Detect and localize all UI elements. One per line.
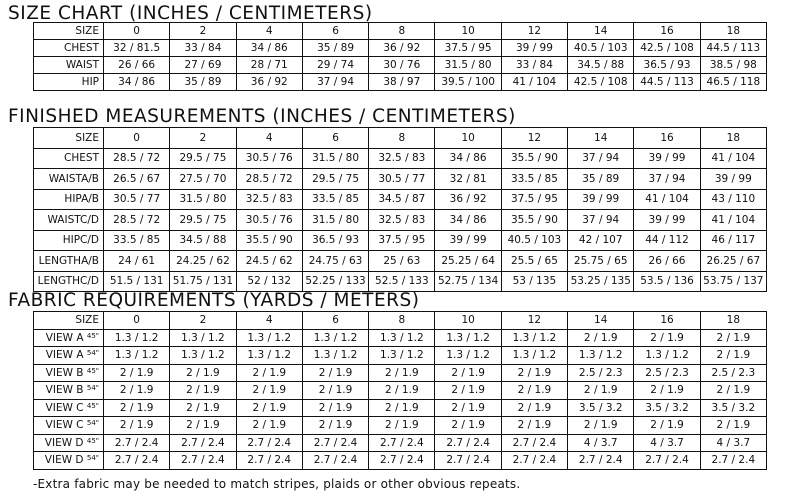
- row-label: VIEW C: [45, 401, 84, 414]
- value-cell: 2 / 1.9: [568, 382, 634, 400]
- value-cell: 2.7 / 2.4: [302, 452, 368, 470]
- size-column-header: 4: [236, 128, 302, 149]
- value-cell: 2 / 1.9: [700, 347, 766, 365]
- value-cell: 37.5 / 95: [435, 40, 501, 57]
- value-cell: 41 / 104: [700, 210, 766, 231]
- size-column-header: 14: [568, 312, 634, 330]
- value-cell: 2 / 1.9: [568, 329, 634, 347]
- value-cell: 2 / 1.9: [170, 364, 236, 382]
- value-cell: 2 / 1.9: [700, 329, 766, 347]
- value-cell: 37.5 / 95: [369, 230, 435, 251]
- value-cell: 2 / 1.9: [369, 417, 435, 435]
- row-label: VIEW B: [45, 384, 84, 397]
- table-row: [34, 329, 767, 347]
- size-column-header: 4: [236, 312, 302, 330]
- table-row: [34, 364, 767, 382]
- value-cell: 2 / 1.9: [435, 382, 501, 400]
- size-column-header: 16: [634, 312, 700, 330]
- value-cell: 1.3 / 1.2: [435, 329, 501, 347]
- value-cell: 2.7 / 2.4: [369, 434, 435, 452]
- value-cell: 2.7 / 2.4: [501, 452, 567, 470]
- value-cell: 2 / 1.9: [700, 382, 766, 400]
- fabric-width-label: 54": [86, 384, 99, 393]
- value-cell: 28.5 / 72: [104, 148, 170, 169]
- value-cell: 33.5 / 85: [501, 169, 567, 190]
- size-column-header: 8: [369, 312, 435, 330]
- fabric-width-label: 45": [86, 436, 99, 445]
- value-cell: 26 / 66: [104, 57, 170, 74]
- value-cell: 2 / 1.9: [302, 382, 368, 400]
- fabric-requirements-table: [33, 311, 767, 470]
- value-cell: 35 / 89: [568, 169, 634, 190]
- value-cell: 43 / 110: [700, 189, 766, 210]
- value-cell: 2 / 1.9: [302, 399, 368, 417]
- value-cell: 1.3 / 1.2: [568, 347, 634, 365]
- value-cell: 2 / 1.9: [302, 417, 368, 435]
- value-cell: 24 / 61: [104, 251, 170, 272]
- row-label-cell: [34, 40, 104, 57]
- row-label-cell: [34, 251, 104, 272]
- value-cell: 32 / 81.5: [104, 40, 170, 57]
- value-cell: 42 / 107: [568, 230, 634, 251]
- value-cell: 53.5 / 136: [634, 271, 700, 292]
- value-cell: 2.7 / 2.4: [302, 434, 368, 452]
- value-cell: 29.5 / 75: [170, 148, 236, 169]
- row-label: VIEW B: [45, 366, 84, 379]
- table-row: [34, 40, 767, 57]
- row-label-cell: [34, 347, 104, 365]
- value-cell: 1.3 / 1.2: [634, 347, 700, 365]
- value-cell: 52 / 132: [236, 271, 302, 292]
- value-cell: 26 / 66: [634, 251, 700, 272]
- value-cell: 2.7 / 2.4: [700, 452, 766, 470]
- value-cell: 2 / 1.9: [302, 364, 368, 382]
- value-cell: 2.5 / 2.3: [634, 364, 700, 382]
- value-cell: 2 / 1.9: [236, 382, 302, 400]
- value-cell: 39.5 / 100: [435, 74, 501, 91]
- fabric-width-label: 54": [86, 349, 99, 358]
- table-row: [34, 399, 767, 417]
- row-label-cell: [34, 382, 104, 400]
- value-cell: 2 / 1.9: [104, 399, 170, 417]
- value-cell: 34.5 / 87: [369, 189, 435, 210]
- row-label-cell: [34, 417, 104, 435]
- value-cell: 2 / 1.9: [236, 399, 302, 417]
- value-cell: 27.5 / 70: [170, 169, 236, 190]
- value-cell: 29.5 / 75: [302, 169, 368, 190]
- size-column-header: 18: [700, 23, 766, 40]
- value-cell: 35.5 / 90: [501, 210, 567, 231]
- value-cell: 28.5 / 72: [236, 169, 302, 190]
- value-cell: 3.5 / 3.2: [568, 399, 634, 417]
- value-cell: 1.3 / 1.2: [369, 347, 435, 365]
- value-cell: 36 / 92: [435, 189, 501, 210]
- value-cell: 4 / 3.7: [634, 434, 700, 452]
- value-cell: 2 / 1.9: [700, 417, 766, 435]
- value-cell: 52.75 / 134: [435, 271, 501, 292]
- value-cell: 2.7 / 2.4: [236, 452, 302, 470]
- value-cell: 37 / 94: [568, 210, 634, 231]
- row-label-cell: [34, 271, 104, 292]
- row-label: VIEW D: [44, 454, 84, 467]
- value-cell: 44.5 / 113: [634, 74, 700, 91]
- size-column-header: 6: [302, 23, 368, 40]
- value-cell: 1.3 / 1.2: [435, 347, 501, 365]
- value-cell: 2 / 1.9: [501, 382, 567, 400]
- value-cell: 25.25 / 64: [435, 251, 501, 272]
- size-column-header: 8: [369, 128, 435, 149]
- value-cell: 31.5 / 80: [302, 210, 368, 231]
- value-cell: 29 / 74: [302, 57, 368, 74]
- row-label-cell: [34, 434, 104, 452]
- value-cell: 37.5 / 95: [501, 189, 567, 210]
- value-cell: 30.5 / 76: [236, 148, 302, 169]
- value-cell: 1.3 / 1.2: [369, 329, 435, 347]
- value-cell: 29.5 / 75: [170, 210, 236, 231]
- row-label-cell: [34, 169, 104, 190]
- value-cell: 1.3 / 1.2: [170, 329, 236, 347]
- fabric-requirements-title: FABRIC REQUIREMENTS (YARDS / METERS): [8, 290, 420, 311]
- row-label-cell: [34, 329, 104, 347]
- value-cell: 2 / 1.9: [369, 364, 435, 382]
- size-column-header: 10: [435, 23, 501, 40]
- finished-measurements-table: [33, 127, 767, 292]
- value-cell: 2 / 1.9: [369, 399, 435, 417]
- value-cell: 51.5 / 131: [104, 271, 170, 292]
- value-cell: 1.3 / 1.2: [501, 347, 567, 365]
- value-cell: 2 / 1.9: [501, 364, 567, 382]
- table-row: [34, 417, 767, 435]
- size-column-header: 0: [104, 23, 170, 40]
- value-cell: 37 / 94: [568, 148, 634, 169]
- size-chart-title: SIZE CHART (INCHES / CENTIMETERS): [8, 3, 373, 24]
- footnote: -Extra fabric may be needed to match stripes, plaids or other obvious repeats.: [33, 477, 521, 491]
- size-column-header: 16: [634, 128, 700, 149]
- size-column-header: 18: [700, 312, 766, 330]
- row-label: HIP: [81, 76, 99, 88]
- value-cell: 53.75 / 137: [700, 271, 766, 292]
- value-cell: 38 / 97: [369, 74, 435, 91]
- value-cell: 37 / 94: [634, 169, 700, 190]
- value-cell: 39 / 99: [435, 230, 501, 251]
- size-column-header: 12: [501, 23, 567, 40]
- value-cell: 36 / 92: [236, 74, 302, 91]
- value-cell: 39 / 99: [501, 40, 567, 57]
- row-label-cell: [34, 210, 104, 231]
- size-column-header: 10: [435, 128, 501, 149]
- value-cell: 2.7 / 2.4: [236, 434, 302, 452]
- value-cell: 40.5 / 103: [568, 40, 634, 57]
- table-row: [34, 74, 767, 91]
- finished-measurements-title: FINISHED MEASUREMENTS (INCHES / CENTIMETERS): [8, 106, 516, 127]
- value-cell: 33 / 84: [170, 40, 236, 57]
- size-column-header: 8: [369, 23, 435, 40]
- row-label: WAIST: [65, 59, 99, 71]
- value-cell: 46.5 / 118: [700, 74, 766, 91]
- value-cell: 33 / 84: [501, 57, 567, 74]
- value-cell: 4 / 3.7: [700, 434, 766, 452]
- fabric-width-label: 45": [86, 366, 99, 375]
- row-label: VIEW A: [45, 331, 84, 344]
- value-cell: 2.7 / 2.4: [369, 452, 435, 470]
- value-cell: 33.5 / 85: [104, 230, 170, 251]
- value-cell: 26.5 / 67: [104, 169, 170, 190]
- row-label: WAISTA/B: [48, 172, 99, 185]
- value-cell: 2 / 1.9: [634, 329, 700, 347]
- table-row: [34, 189, 767, 210]
- value-cell: 52.5 / 133: [369, 271, 435, 292]
- value-cell: 2.7 / 2.4: [104, 434, 170, 452]
- value-cell: 39 / 99: [634, 148, 700, 169]
- value-cell: 37 / 94: [302, 74, 368, 91]
- value-cell: 1.3 / 1.2: [302, 329, 368, 347]
- size-column-header: 2: [170, 312, 236, 330]
- value-cell: 35.5 / 90: [501, 148, 567, 169]
- size-column-header: 4: [236, 23, 302, 40]
- value-cell: 33.5 / 85: [302, 189, 368, 210]
- table-row: [34, 148, 767, 169]
- row-label: CHEST: [64, 42, 99, 54]
- table-row: [34, 347, 767, 365]
- value-cell: 4 / 3.7: [568, 434, 634, 452]
- value-cell: 39 / 99: [700, 169, 766, 190]
- value-cell: 2 / 1.9: [236, 417, 302, 435]
- value-cell: 2.7 / 2.4: [435, 434, 501, 452]
- value-cell: 34 / 86: [236, 40, 302, 57]
- size-column-header: 12: [501, 312, 567, 330]
- value-cell: 3.5 / 3.2: [634, 399, 700, 417]
- table-row: [34, 382, 767, 400]
- size-chart-table: [33, 22, 767, 91]
- value-cell: 27 / 69: [170, 57, 236, 74]
- value-cell: 52.25 / 133: [302, 271, 368, 292]
- value-cell: 34.5 / 88: [568, 57, 634, 74]
- value-cell: 35.5 / 90: [236, 230, 302, 251]
- value-cell: 2.7 / 2.4: [501, 434, 567, 452]
- table-row: [34, 271, 767, 292]
- row-label: VIEW A: [45, 349, 84, 362]
- value-cell: 1.3 / 1.2: [236, 329, 302, 347]
- row-label-cell: [34, 399, 104, 417]
- value-cell: 25.5 / 65: [501, 251, 567, 272]
- size-column-header: 2: [170, 128, 236, 149]
- value-cell: 2 / 1.9: [634, 382, 700, 400]
- value-cell: 53.25 / 135: [568, 271, 634, 292]
- value-cell: 36.5 / 93: [302, 230, 368, 251]
- row-label: LENGTHA/B: [38, 254, 99, 267]
- size-column-header: 0: [104, 128, 170, 149]
- value-cell: 35 / 89: [302, 40, 368, 57]
- value-cell: 32.5 / 83: [369, 148, 435, 169]
- table-row: [34, 434, 767, 452]
- value-cell: 2 / 1.9: [170, 417, 236, 435]
- size-header-label: SIZE: [34, 312, 104, 330]
- value-cell: 2 / 1.9: [634, 417, 700, 435]
- value-cell: 34.5 / 88: [170, 230, 236, 251]
- size-column-header: 6: [302, 128, 368, 149]
- value-cell: 35 / 89: [170, 74, 236, 91]
- table-row: [34, 452, 767, 470]
- value-cell: 1.3 / 1.2: [170, 347, 236, 365]
- value-cell: 25.75 / 65: [568, 251, 634, 272]
- row-label: WAISTC/D: [47, 213, 99, 226]
- row-label-cell: [34, 230, 104, 251]
- value-cell: 28.5 / 72: [104, 210, 170, 231]
- value-cell: 1.3 / 1.2: [236, 347, 302, 365]
- size-column-header: 6: [302, 312, 368, 330]
- value-cell: 2.7 / 2.4: [170, 434, 236, 452]
- row-label: HIPA/B: [64, 193, 99, 206]
- value-cell: 2 / 1.9: [568, 417, 634, 435]
- value-cell: 2.7 / 2.4: [170, 452, 236, 470]
- value-cell: 2.5 / 2.3: [568, 364, 634, 382]
- value-cell: 42.5 / 108: [634, 40, 700, 57]
- value-cell: 32.5 / 83: [369, 210, 435, 231]
- value-cell: 2 / 1.9: [435, 364, 501, 382]
- fabric-width-label: 54": [86, 454, 99, 463]
- value-cell: 34 / 86: [435, 148, 501, 169]
- value-cell: 51.75 / 131: [170, 271, 236, 292]
- size-column-header: 14: [568, 23, 634, 40]
- value-cell: 32.5 / 83: [236, 189, 302, 210]
- value-cell: 1.3 / 1.2: [501, 329, 567, 347]
- row-label: CHEST: [64, 152, 99, 165]
- value-cell: 44.5 / 113: [700, 40, 766, 57]
- value-cell: 25 / 63: [369, 251, 435, 272]
- value-cell: 1.3 / 1.2: [104, 329, 170, 347]
- row-label-cell: [34, 148, 104, 169]
- size-column-header: 14: [568, 128, 634, 149]
- fabric-width-label: 54": [86, 419, 99, 428]
- row-label: VIEW C: [45, 419, 84, 432]
- value-cell: 24.75 / 63: [302, 251, 368, 272]
- value-cell: 2 / 1.9: [104, 364, 170, 382]
- value-cell: 2 / 1.9: [369, 382, 435, 400]
- value-cell: 2 / 1.9: [104, 417, 170, 435]
- value-cell: 41 / 104: [634, 189, 700, 210]
- row-label: HIPC/D: [62, 234, 99, 247]
- value-cell: 2.7 / 2.4: [435, 452, 501, 470]
- value-cell: 30.5 / 77: [369, 169, 435, 190]
- size-header-label: SIZE: [34, 128, 104, 149]
- value-cell: 1.3 / 1.2: [302, 347, 368, 365]
- value-cell: 2.7 / 2.4: [104, 452, 170, 470]
- table-row: [34, 57, 767, 74]
- value-cell: 2 / 1.9: [104, 382, 170, 400]
- value-cell: 2 / 1.9: [501, 399, 567, 417]
- row-label-cell: [34, 452, 104, 470]
- size-column-header: 18: [700, 128, 766, 149]
- value-cell: 2.5 / 2.3: [700, 364, 766, 382]
- fabric-width-label: 45": [86, 331, 99, 340]
- value-cell: 31.5 / 80: [435, 57, 501, 74]
- row-label-cell: [34, 189, 104, 210]
- header-row: [34, 312, 767, 330]
- value-cell: 2 / 1.9: [501, 417, 567, 435]
- value-cell: 53 / 135: [501, 271, 567, 292]
- value-cell: 3.5 / 3.2: [700, 399, 766, 417]
- row-label-cell: [34, 57, 104, 74]
- value-cell: 39 / 99: [568, 189, 634, 210]
- value-cell: 31.5 / 80: [302, 148, 368, 169]
- size-column-header: 10: [435, 312, 501, 330]
- value-cell: 30 / 76: [369, 57, 435, 74]
- table-row: [34, 251, 767, 272]
- value-cell: 38.5 / 98: [700, 57, 766, 74]
- value-cell: 2 / 1.9: [435, 417, 501, 435]
- value-cell: 24.5 / 62: [236, 251, 302, 272]
- size-column-header: 0: [104, 312, 170, 330]
- value-cell: 46 / 117: [700, 230, 766, 251]
- table-row: [34, 230, 767, 251]
- value-cell: 44 / 112: [634, 230, 700, 251]
- size-column-header: 16: [634, 23, 700, 40]
- fabric-width-label: 45": [86, 401, 99, 410]
- size-header-label: SIZE: [34, 23, 104, 40]
- value-cell: 2 / 1.9: [435, 399, 501, 417]
- row-label-cell: [34, 74, 104, 91]
- value-cell: 39 / 99: [634, 210, 700, 231]
- value-cell: 2 / 1.9: [170, 399, 236, 417]
- value-cell: 30.5 / 77: [104, 189, 170, 210]
- value-cell: 26.25 / 67: [700, 251, 766, 272]
- value-cell: 34 / 86: [104, 74, 170, 91]
- value-cell: 40.5 / 103: [501, 230, 567, 251]
- header-row: [34, 128, 767, 149]
- value-cell: 2.7 / 2.4: [568, 452, 634, 470]
- table-row: [34, 210, 767, 231]
- row-label-cell: [34, 364, 104, 382]
- value-cell: 32 / 81: [435, 169, 501, 190]
- row-label: VIEW D: [44, 436, 84, 449]
- value-cell: 30.5 / 76: [236, 210, 302, 231]
- row-label: LENGTHC/D: [37, 275, 99, 288]
- header-row: [34, 23, 767, 40]
- value-cell: 1.3 / 1.2: [104, 347, 170, 365]
- value-cell: 36 / 92: [369, 40, 435, 57]
- value-cell: 31.5 / 80: [170, 189, 236, 210]
- value-cell: 41 / 104: [501, 74, 567, 91]
- table-row: [34, 169, 767, 190]
- value-cell: 28 / 71: [236, 57, 302, 74]
- value-cell: 42.5 / 108: [568, 74, 634, 91]
- value-cell: 2 / 1.9: [236, 364, 302, 382]
- size-column-header: 2: [170, 23, 236, 40]
- value-cell: 2 / 1.9: [170, 382, 236, 400]
- value-cell: 2.7 / 2.4: [634, 452, 700, 470]
- value-cell: 24.25 / 62: [170, 251, 236, 272]
- value-cell: 41 / 104: [700, 148, 766, 169]
- size-column-header: 12: [501, 128, 567, 149]
- value-cell: 36.5 / 93: [634, 57, 700, 74]
- value-cell: 34 / 86: [435, 210, 501, 231]
